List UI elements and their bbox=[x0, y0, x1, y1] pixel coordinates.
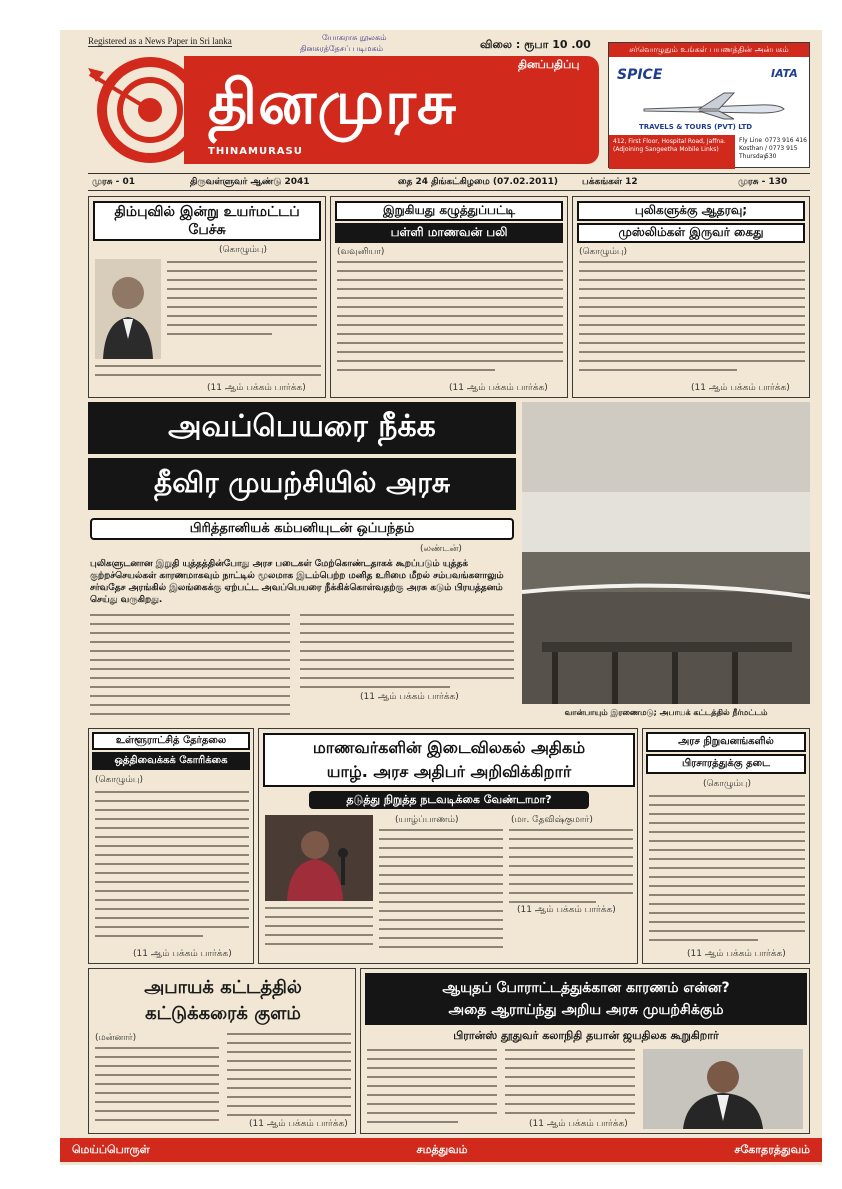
lead-more[interactable]: (11 ஆம் பக்கம் பார்க்க) bbox=[360, 692, 459, 702]
students-headline bbox=[263, 733, 635, 787]
students-headline-1: மாணவர்களின் இடைவிலகல் அதிகம் bbox=[312, 738, 586, 757]
story-top-right-headline1: புலிகளுக்கு ஆதரவு; bbox=[577, 201, 805, 221]
students-more[interactable]: (11 ஆம் பக்கம் பார்க்க) bbox=[517, 905, 616, 915]
masthead-logo bbox=[88, 54, 603, 166]
story-top-right-place: (கொழும்பு) bbox=[579, 247, 628, 257]
speaker-photo-image bbox=[265, 815, 373, 901]
ngo-headline2: பிரசாரத்துக்கு தடை bbox=[646, 754, 806, 774]
story-top-center-headline2: பள்ளி மாணவன் பலி bbox=[335, 223, 563, 243]
armed-more[interactable]: (11 ஆம் பக்கம் பார்க்க) bbox=[529, 1119, 628, 1129]
armed-subhead: பிரான்ஸ் தூதுவர் கலாநிதி தயான் ஜயதிலக கூறுகிறார் bbox=[453, 1029, 719, 1042]
story-top-right-headline2: முஸ்லிம்கள் இருவர் கைது bbox=[577, 223, 805, 243]
dam-spillway-image bbox=[522, 402, 810, 722]
issue-number: முரசு - 130 bbox=[738, 177, 788, 187]
price: விலை : ரூபா 10 .00 bbox=[480, 38, 591, 51]
tank-headline-2: கட்டுக்கரைக் குளம் bbox=[145, 1003, 301, 1024]
footer-left: மெய்ப்பொருள் bbox=[72, 1142, 150, 1156]
iata-logo: IATA bbox=[771, 67, 798, 80]
lead-headline-2: தீவிர முயற்சியில் அரசு bbox=[88, 458, 516, 510]
student-photo bbox=[265, 815, 373, 901]
armed-headline bbox=[365, 973, 807, 1025]
story-top-left bbox=[88, 196, 326, 398]
students-place-1: (யாழ்ப்பாணம்) bbox=[395, 815, 459, 825]
person-portrait-icon bbox=[95, 259, 161, 359]
story-top-center-place: (வவுனியா) bbox=[337, 247, 385, 257]
travel-ad bbox=[608, 42, 810, 168]
year: திருவள்ளுவர் ஆண்டு 2041 bbox=[190, 177, 310, 187]
tank-more[interactable]: (11 ஆம் பக்கம் பார்க்க) bbox=[249, 1119, 348, 1129]
footer-right: சகோதரத்துவம் bbox=[734, 1142, 810, 1156]
portrait-photo bbox=[95, 259, 161, 359]
story-top-left-place: (கொழும்பு) bbox=[219, 245, 268, 255]
story-top-right-more[interactable]: (11 ஆம் பக்கம் பார்க்க) bbox=[691, 383, 790, 393]
ambassador-photo bbox=[643, 1049, 803, 1129]
ngo-place: (கொழும்பு) bbox=[703, 779, 752, 789]
ad-address: 412, First Floor, Hospital Road, Jaffna. (Adjoining Sangeetha Mobile Links) bbox=[609, 135, 735, 169]
story-top-center-more[interactable]: (11 ஆம் பக்கம் பார்க்க) bbox=[449, 383, 548, 393]
story-ngo bbox=[642, 728, 810, 964]
ad-company: TRAVELS & TOURS (PVT) LTD bbox=[639, 123, 753, 131]
date: தை 24 திங்கட்கிழமை (07.02.2011) bbox=[398, 177, 559, 187]
ngo-headline1: அரச நிறுவனங்களில் bbox=[646, 732, 806, 752]
tank-headline-1: அபாயக் கட்டத்தில் bbox=[144, 977, 302, 998]
page-count: பக்கங்கள் 12 bbox=[582, 177, 638, 187]
story-top-left-headline: திம்புவில் இன்று உயர்மட்டப் பேச்சு bbox=[93, 201, 321, 241]
dam-photo bbox=[522, 402, 810, 722]
footer-center: சமத்துவம் bbox=[416, 1142, 468, 1156]
ad-brand: SPICE bbox=[617, 67, 663, 83]
local-polls-headline2: ஒத்திவைக்கக் கோரிக்கை bbox=[92, 752, 250, 770]
local-polls-headline1: உள்ளூராட்சித் தேர்தலை bbox=[92, 732, 250, 750]
ad-phones: 0773 916 416 / 0773 915 530 bbox=[765, 137, 807, 160]
dateline-bar bbox=[88, 173, 810, 191]
students-headline-2: யாழ். அரச அதிபர் அறிவிக்கிறார் bbox=[326, 762, 572, 781]
students-place-2: (மா. தேவிஷ்குமார்) bbox=[511, 815, 593, 825]
edition-label: தினப்பதிப்பு bbox=[518, 58, 580, 71]
local-polls-place: (கொழும்பு) bbox=[95, 775, 144, 785]
lead-intro: புலிகளுடனான இறுதி யுத்தத்தின்போது அரச படைகள் மேற்கொண்டதாகக் கூறப்படும் யுத்தக் குற்றச்செயல்கள் காரணமாகவும் நாட்டில் மூலமாக இடம்பெற்ற மனித உரிமை மீறல் சம்பவங்களாலும் சர்வதேச அரங்கில் இலங்கைக்கு ஏற்பட்ட அவப்பெயரை நீக்கிக்கொள்வதற்கு அரசு கடும் பிரயத்தனம் செய்து வருகிறது. bbox=[90, 559, 504, 605]
tank-place: (மன்னார்) bbox=[95, 1033, 137, 1043]
masthead-title-latin: THINAMURASU bbox=[208, 146, 303, 157]
lead-subhead: பிரித்தானியக் கம்பனியுடன் ஒப்பந்தம் bbox=[90, 518, 514, 540]
tank-headline bbox=[93, 973, 353, 1029]
newspaper-page bbox=[60, 30, 822, 1165]
ad-tagline: சர்வொழுதும் உங்கள் பயணத்தின் அன்பகம் bbox=[609, 43, 809, 57]
story-top-right bbox=[572, 196, 810, 398]
story-top-center bbox=[330, 196, 568, 398]
registration-note: Registered as a News Paper in Sri lanka bbox=[88, 36, 232, 46]
lead-headline-1: அவப்பெயரை நீக்க bbox=[88, 402, 516, 454]
ad-side: Fly Line Kosthan Thursday bbox=[739, 137, 767, 160]
story-top-center-headline1: இறுகியது கழுத்துப்பட்டி bbox=[335, 201, 563, 221]
students-subhead: தடுத்து நிறுத்த நடவடிக்கை வேண்டாமா? bbox=[309, 791, 589, 809]
story-local-polls bbox=[88, 728, 254, 964]
volume: முரசு - 01 bbox=[92, 177, 136, 187]
story-students bbox=[258, 728, 638, 964]
ngo-more[interactable]: (11 ஆம் பக்கம் பார்க்க) bbox=[687, 949, 786, 959]
airplane-icon bbox=[639, 89, 789, 121]
armed-headline-2: அதை ஆராய்ந்து அறிய அரசு முயற்சிக்கும் bbox=[448, 1002, 724, 1018]
lead-place: (லண்டன்) bbox=[420, 544, 462, 554]
story-armed bbox=[360, 968, 810, 1134]
story-top-left-more[interactable]: (11 ஆம் பக்கம் பார்க்க) bbox=[207, 383, 306, 393]
footer-bar bbox=[60, 1138, 822, 1162]
library-stamp-1: யோகராசு நூலகம் bbox=[322, 33, 387, 42]
local-polls-more[interactable]: (11 ஆம் பக்கம் பார்க்க) bbox=[133, 949, 232, 959]
library-stamp-2: தினசுரத்தேசப் படிமகம் bbox=[300, 44, 384, 53]
story-tank bbox=[88, 968, 356, 1134]
masthead-title: தினமுரசு bbox=[208, 68, 458, 138]
armed-headline-1: ஆயுதப் போராட்டத்துக்கான காரணம் என்ன? bbox=[442, 980, 730, 996]
man-portrait-image bbox=[643, 1049, 803, 1129]
photo-caption: வான்பாயும் இரணைமடு; அபாயக் கட்டத்தில் நீர்மட்டம் bbox=[522, 704, 810, 722]
